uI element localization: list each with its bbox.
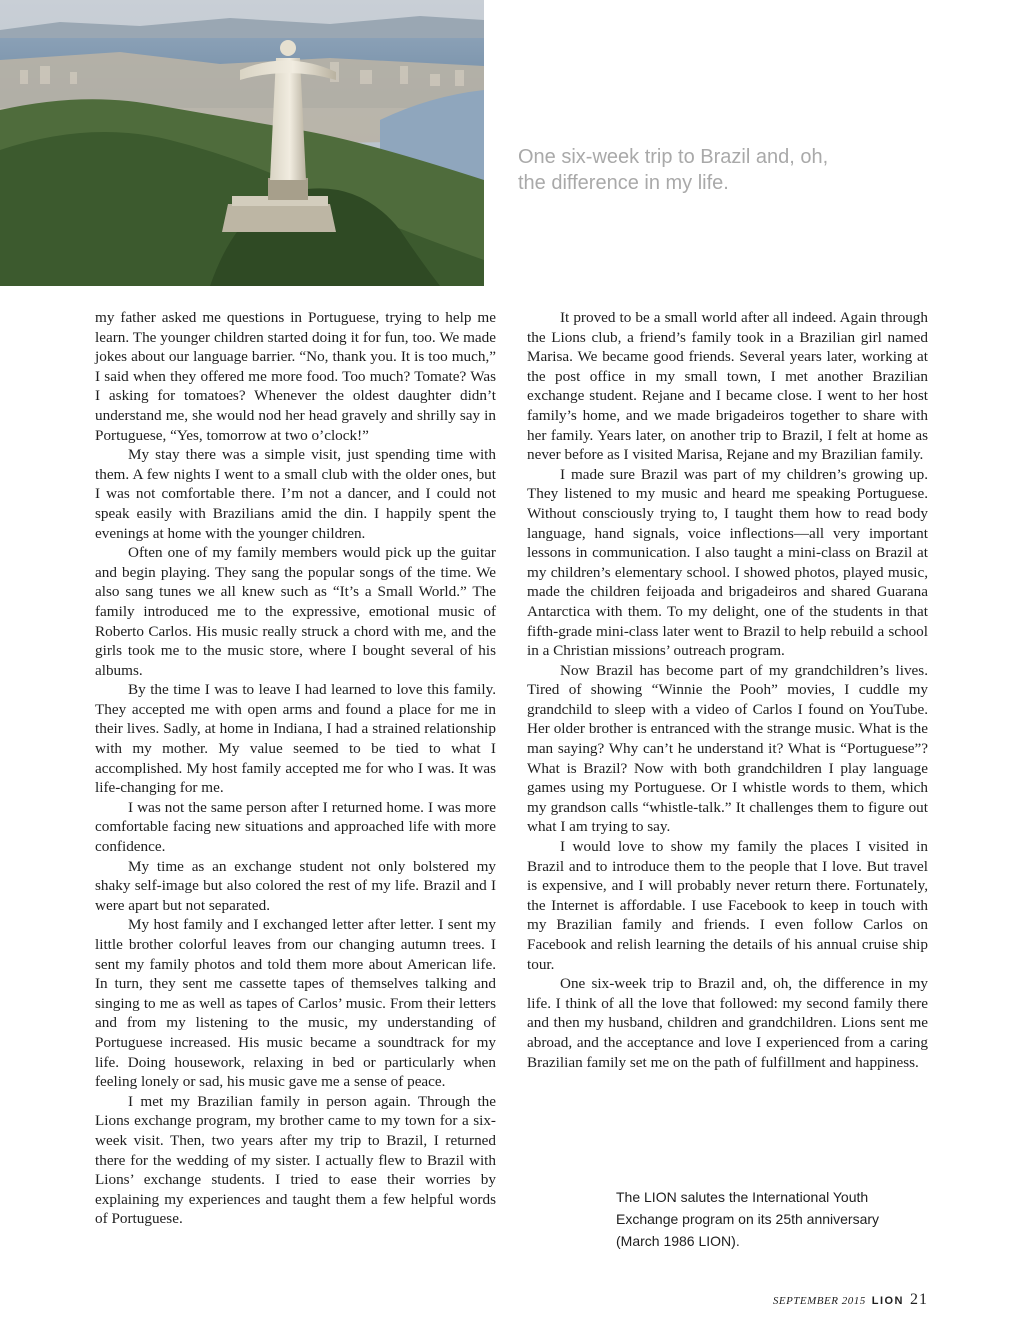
issue-date: SEPTEMBER 2015	[772, 1295, 866, 1307]
paragraph: my father asked me questions in Portuguese, trying to help me learn. The younger children started doing it for fun, too. We made jokes about our language barrier. “No, thank you. It is too much,” I said when they offered me more food. Too much? Tomate? Was I asking for tomatoes? Whenever the oldest daughter didn’t understand me, she would nod her head gravely and shrilly say in Portuguese, “Yes, tomorrow at two o’clock!”	[95, 309, 496, 444]
page-number: 21	[910, 1291, 928, 1308]
paragraph: One six-week trip to Brazil and, oh, the difference in my life. I think of all the love that followed: my second family there and then my husband, children and grandchildren. Lions sent me abroad, and the acceptance and love I experienced from a caring Brazilian family set me on the path of fulfillment and happiness.	[527, 975, 928, 1071]
magazine-name: LION	[871, 1295, 904, 1307]
pull-quote: One six-week trip to Brazil and, oh, the difference in my life.	[518, 146, 829, 194]
paragraph: I was not the same person after I returned home. I was more comfortable facing new situations and approached life with more confidence.	[95, 798, 496, 856]
right-column	[527, 308, 928, 1072]
paragraph: My host family and I exchanged letter after letter. I sent my little brother colorful leaves from our changing autumn trees. I sent my family photos and told them more about American life. In turn, they sent me cassette tapes of themselves talking and singing to me as well as tapes of Carlos’ music. From their letters and from my listening to the music, my understanding of Portuguese increased. His music became a soundtrack for my life. Doing housework, relaxing in bed or particularly when feeling lonely or sad, his music gave me a sense of peace.	[95, 916, 496, 1091]
paragraph: My time as an exchange student not only bolstered my shaky self-image but also colored the rest of my life. Brazil and I were apart but not separated.	[95, 857, 496, 914]
paragraph: I met my Brazilian family in person again. Through the Lions exchange program, my brother came to my town for a six-week visit. Then, two years after my trip to Brazil, I returned there for the wedding of my sister. I actually flew to Brazil with Lions’ exchange students. I tried to ease their worries by explaining my experiences and taught them a few helpful words of Portuguese.	[95, 1092, 496, 1228]
paragraph: I made sure Brazil was part of my children’s growing up. They listened to my music and heard me speaking Portuguese. Without consciously trying to, I taught them how to read body language, hand signals, voice inflections—all very important lessons in communication. I also taught a mini-class on Brazil at my children’s elementary school. I showed photos, played music, made the children feijoada and brigadeiros and shared Guarana Antarctica with them. To my delight, one of the students in that fifth-grade mini-class later went to Brazil to help rebuild a school in a Christian missions’ outreach program.	[527, 465, 928, 660]
left-column	[95, 308, 496, 1229]
page-footer	[773, 1291, 928, 1309]
paragraph: My stay there was a simple visit, just spending time with them. A few nights I went to a small club with the older ones, but I was not comfortable there. I’m not a dancer, and I could not speak easily with Brazilians amid the din. I happily spent the evenings at home with the younger children.	[95, 446, 496, 542]
paragraph: Now Brazil has become part of my grandchildren’s lives. Tired of showing “Winnie the Pooh” movies, I cuddle my grandchild to sleep with a video of Carlos I found on YouTube. Her older brother is entranced with the strange music. What is the man saying? Why can’t he understand it? What is “Portuguese”? What is Brazil? Now with both grandchildren I play language games using my Portuguese. Or I whistle words to them, which my grandson calls “whistle-talk.” It challenges them to figure out what I am trying to say.	[527, 661, 928, 836]
paragraph: I would love to show my family the places I visited in Brazil and to introduce them to the people that I love. But travel is expensive, and I will probably never return there. Fortunately, the Internet is affordable. I use Facebook to keep in touch with my Brazilian family and friends. I even follow Carlos on Facebook and relish learning the details of his annual cruise ship tour.	[527, 838, 928, 973]
paragraph: By the time I was to leave I had learned to love this family. They accepted me with open arms and found a place for me in their lives. Sadly, at home in Indiana, I had a strained relationship with my mother. My value seemed to be tied to what I accomplished. My host family accepted me for who I was. It was life-changing for me.	[95, 681, 496, 797]
christ-the-redeemer-photo	[0, 0, 484, 286]
paragraph: Often one of my family members would pick up the guitar and begin playing. They sang the popular songs of the time. We also sang tunes we all knew such as “It’s a Small World.” The family introduced me to the expressive, emotional music of Roberto Carlos. His music really struck a chord with me, and the girls took me to the music store, where I bought several of his albums.	[95, 544, 496, 679]
paragraph: It proved to be a small world after all indeed. Again through the Lions club, a friend’s family took in a Brazilian girl named Marisa. We became good friends. Several years later, working at the post office in my small town, I met another Brazilian exchange student. Rejane and I became close. I went to her host family’s home, and we made brigadeiros together to share with her family. Years later, on another trip to Brazil, I felt at home as never before as I visited Marisa, Rejane and my Brazilian family.	[527, 309, 928, 464]
caption: The LION salutes the International Youth Exchange program on its 25th anniversary (March 1986 LION).	[616, 1189, 880, 1249]
